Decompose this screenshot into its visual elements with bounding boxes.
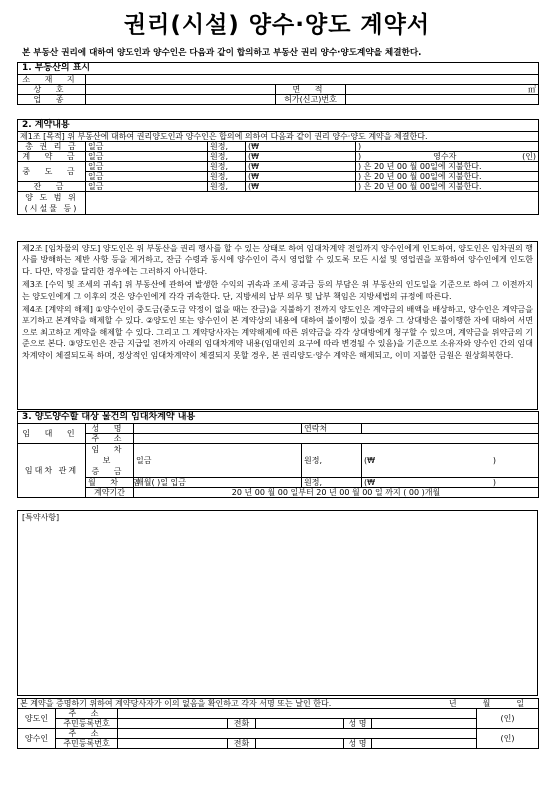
assignor-id-label: 주민등록번호 [56, 719, 118, 729]
section1-heading: 1. 부동산의 표시 [18, 63, 539, 75]
lessor-contact-value[interactable] [362, 424, 539, 434]
lessor-name-value[interactable] [134, 424, 302, 434]
balance-won-sym: (₩ [246, 182, 356, 192]
assignee-phone-label: 전화 [228, 739, 256, 749]
signature-table [17, 698, 539, 749]
article4: 제4조 [계약의 해제] ①양수인이 중도금(중도금 약정이 없을 때는 잔금)을 지불하기 전까지 양도인은 계약금의 배액을 배상하고, 양수인은 계약금을 포기하고 본계약을 해제할 수 있다. ②양도인 또는 양수인이 본 계약상의 내용에 대하여 불이행이 있을 경우 그 상대방은 불이행한 자에 대하여 서면으로 최고하고 계약을 해제할 수 있다. 그리고 그 계약당사자는 계약해제에 따른 위약금을 각각 상대방에게 청구할 수 있으며, 계약금을 위약금의 기준으로 본다. ③양도인은 잔금 지급일 전까지 아래의 임대차계약 내용(임대인의 요구에 따라 변경될 수 있음)을 기준으로 소유자와 양수인 간의 임대차계약이 체결되도록 하며, 정상적인 임대차계약이 체결되지 못할 경우, 본 권리양도·양수 계약은 해제되고, 이미 지불한 금원은 원상회복한다. [22, 305, 533, 360]
assignor-seal: (인) [477, 709, 539, 729]
assignor-name-value[interactable] [372, 719, 477, 729]
lease-period-label: 계약기간 [86, 488, 134, 498]
trade-name-label: 상 호 [18, 85, 86, 95]
deposit-receipt: ) 영수자 (인) [356, 152, 539, 162]
deposit-label: 계 약 금 [18, 152, 86, 162]
total-premium-label: 총 권 리 금 [18, 142, 86, 152]
lessor-name-label: 성 명 [86, 424, 134, 434]
total-close: ) [356, 142, 539, 152]
transfer-scope-value[interactable] [86, 192, 539, 215]
lease-deposit-won: 일금 [134, 444, 302, 478]
middle-payment-label: 중 도 금 [18, 162, 86, 182]
balance-date: ) 은 20 년 00 월 00일에 지불한다. [356, 182, 539, 192]
lessor-address-label: 주 소 [86, 434, 134, 444]
lease-deposit-won-mid: 원정, [302, 444, 362, 478]
middle2-date: ) 은 20 년 00 월 00일에 지불한다. [356, 172, 539, 182]
balance-label: 잔 금 [18, 182, 86, 192]
permit-value[interactable] [346, 95, 539, 105]
trade-name-value[interactable] [86, 85, 276, 95]
section3-heading: 3. 양도양수할 대상 물건의 임대차계약 내용 [18, 412, 539, 424]
lessor-address-value[interactable] [134, 434, 539, 444]
articles-box [17, 241, 538, 410]
article1: 제1조 [목적] 위 부동산에 대하여 권리양도인과 양수인은 합의에 의하여 다음과 같이 권리 양수·양도 계약을 체결한다. [18, 132, 539, 142]
total-won-sym: (₩ [246, 142, 356, 152]
article3: 제3조 [수익 및 조세의 귀속] 위 부동산에 관하여 발생한 수익의 귀속과 조세 공과금 등의 부담은 위 부동산의 인도일을 기준으로 하여 그 이전까지는 양도인에게 그 이후의 것은 양수인에게 각각 귀속한다. 단, 지방세의 납부 의무 및 납부 책임은 지방세법의 규정에 따른다. [22, 280, 533, 301]
property-table [17, 62, 539, 105]
middle1-won-sym: (₩ [246, 162, 356, 172]
lease-table [17, 411, 539, 498]
assignor-address-value[interactable] [118, 709, 477, 719]
assignee-name-label: 성 명 [344, 739, 372, 749]
total-won-mid: 원정, [208, 142, 246, 152]
lessor-label: 임 대 인 [18, 424, 86, 444]
lease-deposit-label: 임 차 보 증 금 [86, 444, 134, 478]
lease-rent-label: 월 차 임 [86, 478, 134, 488]
transfer-scope-label: 양 도 범 위 (시설물 등) [18, 192, 86, 215]
middle1-date: ) 은 20 년 00 월 00일에 지불한다. [356, 162, 539, 172]
assignee-name-value[interactable] [372, 739, 477, 749]
contract-table [17, 119, 539, 215]
assignor-phone-label: 전화 [228, 719, 256, 729]
article2: 제2조 [임차물의 양도] 양도인은 위 부동산을 권리 행사를 할 수 있는 상태로 하여 임대차계약 전일까지 양수인에게 인도하여, 양도인은 임차권의 행사를 방해하는 제반 사항 등을 제거하고, 잔금 수령과 동시에 양수인이 즉시 영업할 수 있도록 모든 시설 및 영업권을 포함하여 양수인에게 인도한다. 다만, 약정을 달리한 경우에는 그러하지 아니한다. [22, 244, 533, 276]
deposit-won: 일금 [86, 152, 208, 162]
assignor-phone-value[interactable] [256, 719, 344, 729]
lease-period-value: 20 년 00 월 00 일부터 20 년 00 월 00 일 까지 ( 00 )개월 [134, 488, 539, 498]
area-label: 면 적 [276, 85, 346, 95]
lease-relation-label: 임대차 관계 [18, 444, 86, 498]
lease-rent-sym: (₩ ) [362, 478, 539, 488]
assignee-label: 양수인 [18, 729, 56, 749]
location-label: 소 재 지 [18, 75, 86, 85]
middle2-won: 일금 [86, 172, 208, 182]
permit-label: 허가(신고)번호 [276, 95, 346, 105]
middle1-won: 일금 [86, 162, 208, 172]
section2-heading: 2. 계약내용 [18, 120, 539, 132]
lease-deposit-sym: (₩ ) [362, 444, 539, 478]
assignor-address-label: 주 소 [56, 709, 118, 719]
assignor-id-value[interactable] [118, 719, 228, 729]
special-terms-box[interactable] [17, 510, 538, 696]
lessor-contact-label: 연락처 [302, 424, 362, 434]
assignee-address-value[interactable] [118, 729, 477, 739]
middle2-won-mid: 원정, [208, 172, 246, 182]
assignor-label: 양도인 [18, 709, 56, 729]
lease-rent-monthly: 매월( )일 입금 [134, 478, 302, 488]
area-unit: ㎡ [346, 85, 539, 95]
document-title: 권리(시설) 양수·양도 계약서 [123, 12, 431, 38]
middle1-won-mid: 원정, [208, 162, 246, 172]
special-terms-label: [특약사항] [22, 513, 60, 522]
assignee-address-label: 주 소 [56, 729, 118, 739]
deposit-won-mid: 원정, [208, 152, 246, 162]
total-won: 일금 [86, 142, 208, 152]
assignee-seal: (인) [477, 729, 539, 749]
deposit-won-sym: (₩ [246, 152, 356, 162]
lease-rent-won-mid: 원정, [302, 478, 362, 488]
location-value[interactable] [86, 75, 539, 85]
signature-statement: 본 계약을 증명하기 위하여 계약당사자가 이의 없음을 확인하고 각자 서명 또는 날인 한다. 년 월 일 [18, 699, 539, 709]
assignee-phone-value[interactable] [256, 739, 344, 749]
assignee-id-label: 주민등록번호 [56, 739, 118, 749]
business-value[interactable] [86, 95, 276, 105]
business-label: 업 종 [18, 95, 86, 105]
assignee-id-value[interactable] [118, 739, 228, 749]
balance-won: 일금 [86, 182, 208, 192]
document-subtitle: 본 부동산 권리에 대하여 양도인과 양수인은 다음과 같이 합의하고 부동산 권리 양수·양도계약을 체결한다. [22, 48, 422, 58]
balance-won-mid: 원정, [208, 182, 246, 192]
middle2-won-sym: (₩ [246, 172, 356, 182]
assignor-name-label: 성 명 [344, 719, 372, 729]
